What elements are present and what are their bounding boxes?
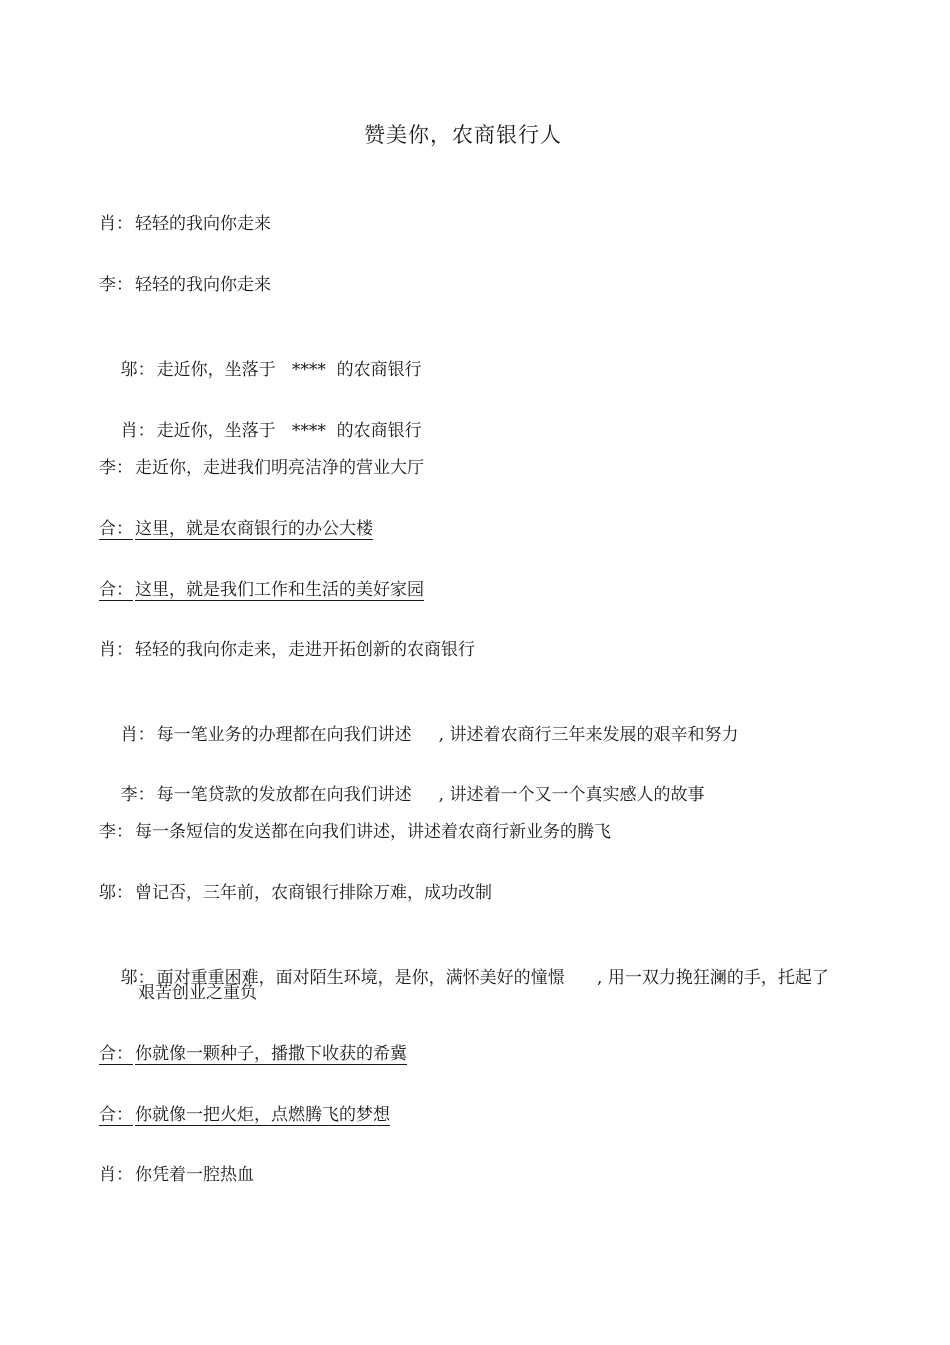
speaker-label: 李： — [99, 458, 133, 478]
speaker-label: 肖： — [99, 640, 133, 660]
line-text: 走近你，坐落于 **** 的农商银行 — [156, 360, 422, 380]
chorus-line — [99, 517, 405, 541]
line-text: 走近你，坐落于 **** 的农商银行 — [156, 421, 422, 441]
script-line — [99, 1163, 254, 1187]
line-text: 面对重重困难，面对陌生环境，是你，满怀美好的憧憬 , 用一双力挽狂澜的手，托起了 — [156, 968, 829, 988]
speaker-label: 肖： — [120, 421, 155, 441]
speaker-label: 李： — [99, 275, 133, 295]
script-line — [99, 456, 424, 480]
chorus-line — [99, 1042, 443, 1066]
line-text: 轻轻的我向你走来 — [135, 214, 271, 234]
speaker-label: 李： — [99, 822, 133, 842]
speaker-label: 邬： — [120, 360, 155, 380]
line-text: 每一笔业务的办理都在向我们讲述 , 讲述着农商行三年来发展的艰辛和努力 — [156, 725, 739, 745]
line-text: 轻轻的我向你走来 — [135, 275, 271, 295]
line-text: 走近你，走进我们明亮洁净的营业大厅 — [135, 458, 424, 478]
line-text: 轻轻的我向你走来，走进开拓创新的农商银行 — [135, 640, 475, 660]
speaker-label: 肖： — [120, 725, 155, 745]
line-text: 这里，就是我们工作和生活的美好家园 — [135, 580, 424, 600]
speaker-label: 李： — [120, 785, 155, 805]
line-text: 你就像一把火炬，点燃腾飞的梦想 — [135, 1105, 390, 1125]
speaker-label: 肖： — [99, 1165, 133, 1185]
script-line — [99, 820, 611, 844]
script-line — [99, 881, 492, 905]
script-line — [99, 273, 271, 297]
speaker-label: 合： — [99, 519, 133, 539]
speaker-label: 合： — [99, 1105, 133, 1125]
speaker-label: 肖： — [99, 214, 133, 234]
line-text: 每一笔贷款的发放都在向我们讲述 , 讲述着一个又一个真实感人的故事 — [156, 785, 705, 805]
line-text: 你凭着一腔热血 — [135, 1165, 254, 1185]
line-continuation: 艰苦创业之重负 — [138, 983, 257, 1003]
speaker-label: 合： — [99, 580, 133, 600]
speaker-label: 邬： — [99, 883, 133, 903]
line-text: 你就像一颗种子，播撒下收获的希冀 — [135, 1044, 407, 1064]
line-text: 这里，就是农商银行的办公大楼 — [135, 519, 373, 539]
line-text: 曾记否，三年前，农商银行排除万难，成功改制 — [135, 883, 492, 903]
speaker-label: 邬： — [120, 968, 155, 988]
script-line — [99, 638, 475, 662]
page-title: 赞美你，农商银行人 — [364, 123, 562, 147]
line-text: 每一条短信的发送都在向我们讲述，讲述着农商行新业务的腾飞 — [135, 822, 611, 842]
chorus-line — [99, 1103, 424, 1127]
speaker-label: 合： — [99, 1044, 133, 1064]
chorus-line — [99, 578, 463, 602]
script-line — [99, 212, 271, 236]
